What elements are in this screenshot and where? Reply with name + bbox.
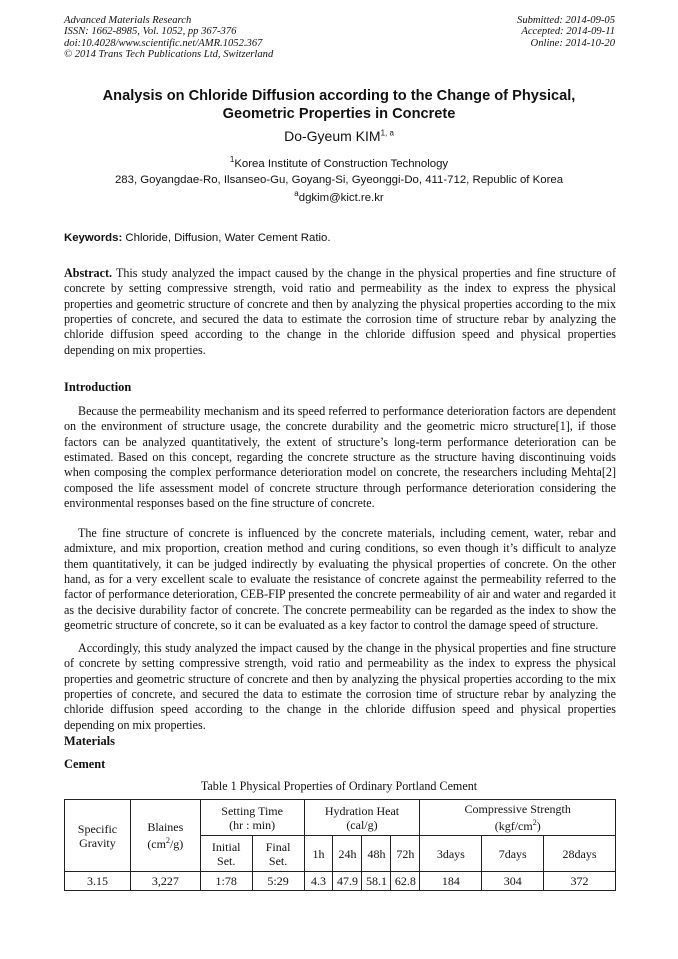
header-28days: 28days: [544, 836, 616, 872]
cell-28days: 372: [544, 872, 616, 891]
journal-copyright: © 2014 Trans Tech Publications Ltd, Switzerland: [64, 49, 274, 61]
affiliation-institute: Korea Institute of Construction Technology: [234, 157, 449, 170]
header-3days: 3days: [420, 836, 482, 872]
keywords-text: Chloride, Diffusion, Water Cement Ratio.: [122, 232, 331, 244]
affiliation-address: 283, Goyangdae-Ro, Ilsanseo-Gu, Goyang-Si, Gyeonggi-Do, 411-712, Republic of Korea: [114, 173, 564, 186]
affiliation-sup: 1: [229, 155, 235, 164]
email-address: dgkim@kict.re.kr: [298, 191, 384, 204]
cell-72h: 62.8: [391, 872, 420, 891]
header-48h: 48h: [362, 836, 391, 872]
cell-initial-set: 1:78: [200, 872, 252, 891]
materials-heading: Materials: [64, 734, 115, 748]
cell-48h: 58.1: [362, 872, 391, 891]
table-caption: Table 1 Physical Properties of Ordinary Portland Cement: [200, 779, 478, 793]
cement-properties-table: [64, 799, 616, 891]
header-specific-gravity: Specific Gravity: [65, 800, 131, 872]
keywords-label: Keywords:: [64, 232, 123, 244]
cell-blaines: 3,227: [130, 872, 200, 891]
author-name: Do-Gyeum KIM: [284, 128, 381, 144]
abstract: [64, 266, 616, 358]
title-line-2: Geometric Properties in Concrete: [222, 106, 456, 122]
header-final-set: Final Set.: [252, 836, 304, 872]
cell-final-set: 5:29: [252, 872, 304, 891]
header-blaines: Blaines $(cm^2/g)$: [130, 800, 200, 872]
online-date: Online: 2014-10-20: [530, 37, 615, 49]
submitted-date: Submitted: 2014-09-05: [517, 15, 615, 26]
header-72h: 72h: [391, 836, 420, 872]
journal-header: [64, 15, 273, 61]
abstract-label: Abstract.: [64, 266, 113, 280]
keywords: [64, 232, 616, 244]
header-7days: 7days: [482, 836, 544, 872]
dates-header: [517, 15, 615, 49]
author-sup: 1, a: [380, 128, 394, 138]
author: [0, 128, 678, 144]
accepted-date: Accepted: 2014-09-11: [521, 26, 615, 38]
journal-doi: doi:10.4028/www.scientific.net/AMR.1052.367: [64, 37, 263, 49]
header-setting-time: Setting Time (hr : min): [200, 800, 304, 836]
cement-heading: Cement: [64, 757, 106, 771]
header-24h: 24h: [333, 836, 362, 872]
abstract-text: This study analyzed the impact caused by the change in the physical properties and fine structure of concrete by setting compressive strength, void ratio and permeability as the index to express the physical properties and geometric structure of concrete and then by analyzing the physical properties according to the mix properties of concrete, and secured the data to estimate the corrosion time of structure rebar by analyzing the chloride diffusion speed according to the change in the chloride diffusion speed and physical properties depending on mix properties.: [64, 266, 616, 357]
header-initial-set: Initial Set.: [200, 836, 252, 872]
intro-paragraph-2: The fine structure of concrete is influenced by the concrete materials, including cement, water, rebar and admixture, and mix proportion, creation method and curing conditions, so even though it’s difficult to analyze them quantitatively, it can be judged indirectly by evaluating the physical properties of concrete. On the other hand, as for a very excellent scale to evaluate the resistance of concrete against the permeability referred to the factor of performance deterioration, CEB-FIP presented the concrete permeability of air and water and regarded it as the decisive durability factor of concrete. The concrete permeability can be regarded as the index to show the geometric structure of concrete, so it can be evaluated as a key factor to control the damage speed of structure.: [64, 526, 616, 633]
cell-specific-gravity: 3.15: [65, 872, 131, 891]
header-1h: 1h: [304, 836, 333, 872]
paper-title: [40, 87, 638, 123]
affiliation: [40, 152, 638, 188]
cell-7days: 304: [482, 872, 544, 891]
cell-1h: 4.3: [304, 872, 333, 891]
table-row: [65, 872, 616, 891]
intro-paragraph-1: Because the permeability mechanism and its speed referred to performance deterioration factors are dependent on the environment of structure usage, the concrete durability and the geometric micro structure[1], if those factors can be analyzed quantitatively, the extent of structure’s long-term performance deterioration can be estimated. Based on this concept, regarding the concrete structure as the structure having discontinuing voids when composing the complex performance deterioration model on concrete, the researchers including Mehta[2] composed the life assessment model of concrete structure through performance deterioration considering the environmental responses based on the fine structure of concrete.: [64, 404, 616, 511]
introduction-heading: Introduction: [64, 380, 132, 394]
email-sup: a: [294, 189, 299, 198]
journal-issn: ISSN: 1662-8985, Vol. 1052, pp 367-376: [64, 26, 237, 38]
title-line-1: Analysis on Chloride Diffusion according to the Change of Physical,: [102, 88, 576, 104]
header-hydration-heat: Hydration Heat (cal/g): [304, 800, 420, 836]
intro-paragraph-3: Accordingly, this study analyzed the impact caused by the change in the physical properties and fine structure of concrete by setting compressive strength, void ratio and permeability as the index to express the physical properties and geometric structure of concrete and then by analyzing the physical properties according to the mix properties of concrete, and secured the data to estimate the corrosion time of structure rebar by analyzing the chloride diffusion speed according to the change in the chloride diffusion speed and physical properties depending on mix properties.: [64, 641, 616, 732]
author-email: [0, 189, 678, 204]
header-compressive-strength: Compressive Strength $(kgf/cm^2)$: [420, 800, 616, 836]
cell-3days: 184: [420, 872, 482, 891]
cell-24h: 47.9: [333, 872, 362, 891]
journal-name: Advanced Materials Research: [64, 15, 192, 26]
